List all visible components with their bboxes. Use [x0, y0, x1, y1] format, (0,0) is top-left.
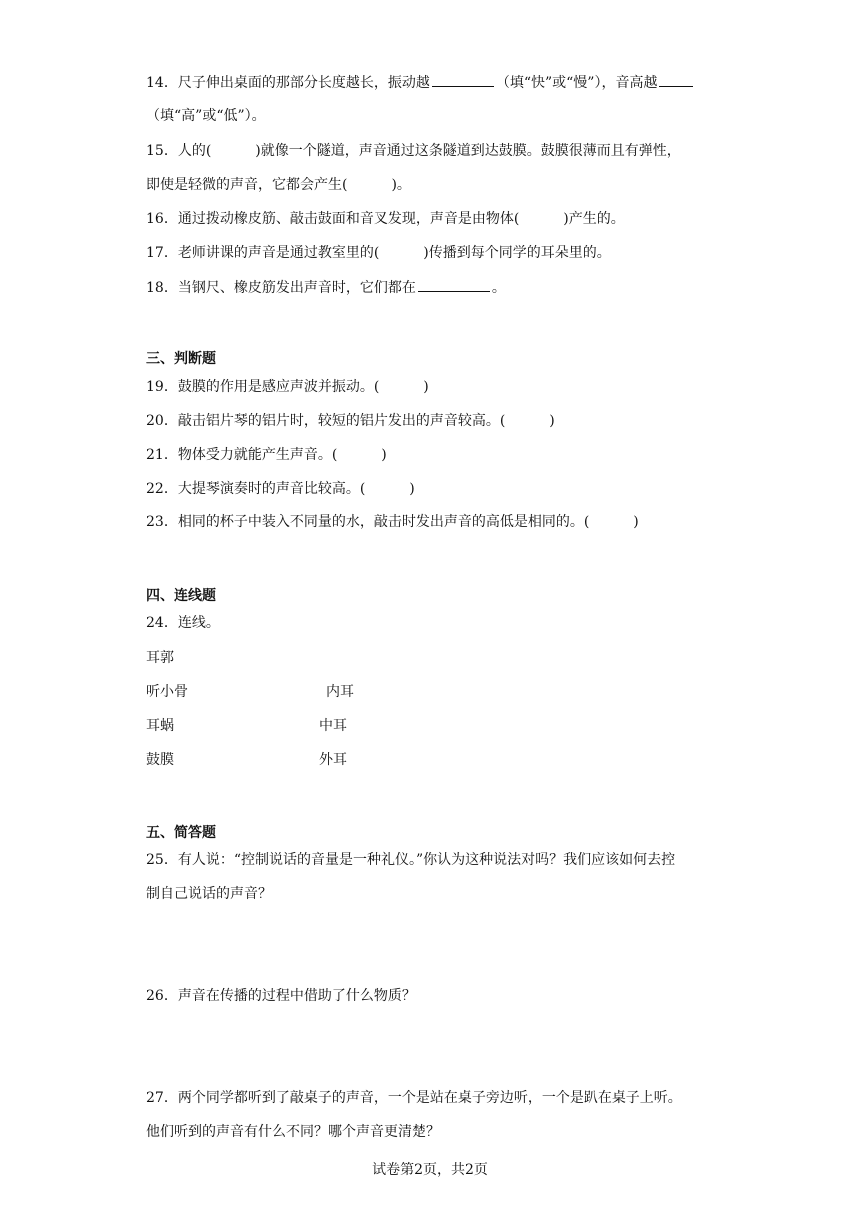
question-21: [146, 445, 387, 465]
answer-blank[interactable]: [659, 72, 693, 87]
question-15-text-b: )就像一个隧道，声音通过这条隧道到达鼓膜。鼓膜很薄而且有弹性，: [255, 143, 681, 159]
match-right-item[interactable]: 中耳: [319, 718, 347, 734]
section-title-judgement: 三、判断题: [146, 351, 216, 367]
question-15-line-2: [146, 175, 411, 195]
question-25-line-2: 制自己说话的声音？: [146, 886, 272, 902]
match-left-item[interactable]: 耳蜗: [146, 718, 174, 734]
match-left-item[interactable]: 鼓膜: [146, 752, 174, 768]
question-15-text-c: 即使是轻微的声音，它都会产生(: [146, 177, 348, 193]
question-22-text-a: 22．大提琴演奏时的声音比较高。(: [146, 481, 366, 497]
question-17-text-a: 17．老师讲课的声音是通过教室里的(: [146, 245, 380, 261]
question-20-text-b: ): [549, 413, 555, 429]
question-14-text-c: （填“高”或“低”）。: [146, 108, 266, 124]
answer-blank[interactable]: [432, 72, 494, 87]
section-title-short-answer: 五、简答题: [146, 825, 216, 841]
question-16-text-b: )产生的。: [563, 211, 625, 227]
question-22: [146, 479, 415, 499]
question-17: [146, 243, 611, 263]
match-left-item[interactable]: 耳郭: [146, 650, 174, 666]
question-26: 26．声音在传播的过程中借助了什么物质？: [146, 988, 416, 1004]
question-14-text-b: （填“快”或“慢”），音高越: [495, 75, 658, 91]
question-25-line-1: 25．有人说：“控制说话的音量是一种礼仪。”你认为这种说法对吗？我们应该如何去控: [146, 852, 676, 868]
question-19-text-a: 19．鼓膜的作用是感应声波并振动。(: [146, 379, 380, 395]
question-14-line-2: [146, 106, 266, 126]
question-23-text-a: 23．相同的杯子中装入不同量的水，敲击时发出声音的高低是相同的。(: [146, 514, 590, 530]
question-27-line-2: 他们听到的声音有什么不同？哪个声音更清楚？: [146, 1124, 440, 1140]
question-16: [146, 209, 625, 229]
match-right-item[interactable]: 内耳: [326, 684, 354, 700]
question-19: [146, 377, 429, 397]
question-20: [146, 411, 555, 431]
question-23-text-b: ): [633, 514, 639, 530]
answer-blank[interactable]: [418, 277, 490, 292]
question-16-text-a: 16．通过拨动橡皮筋、敲击鼓面和音叉发现，声音是由物体(: [146, 211, 520, 227]
question-15-text-d: )。: [391, 177, 411, 193]
question-23: [146, 512, 639, 532]
question-18-text-a: 18．当钢尺、橡皮筋发出声音时，它们都在: [146, 280, 416, 296]
match-left-item[interactable]: 听小骨: [146, 684, 188, 700]
question-27-line-1: 27．两个同学都听到了敲桌子的声音，一个是站在桌子旁边听，一个是趴在桌子上听。: [146, 1090, 682, 1106]
question-21-text-a: 21．物体受力就能产生声音。(: [146, 447, 338, 463]
question-18-text-b: 。: [491, 280, 506, 296]
question-21-text-b: ): [381, 447, 387, 463]
question-14-line-1: [146, 72, 695, 93]
question-15-text-a: 15．人的(: [146, 143, 212, 159]
section-title-matching: 四、连线题: [146, 588, 216, 604]
question-24-stem: 24．连线。: [146, 615, 220, 631]
question-14-text-a: 14．尺子伸出桌面的那部分长度越长，振动越: [146, 75, 430, 91]
question-19-text-b: ): [423, 379, 429, 395]
question-18: [146, 277, 506, 298]
page-footer: 试卷第2页，共2页: [372, 1162, 488, 1178]
question-22-text-b: ): [409, 481, 415, 497]
question-20-text-a: 20．敲击铝片琴的铝片时，较短的铝片发出的声音较高。(: [146, 413, 506, 429]
question-15-line-1: [146, 141, 681, 161]
match-right-item[interactable]: 外耳: [319, 752, 347, 768]
question-17-text-b: )传播到每个同学的耳朵里的。: [423, 245, 611, 261]
